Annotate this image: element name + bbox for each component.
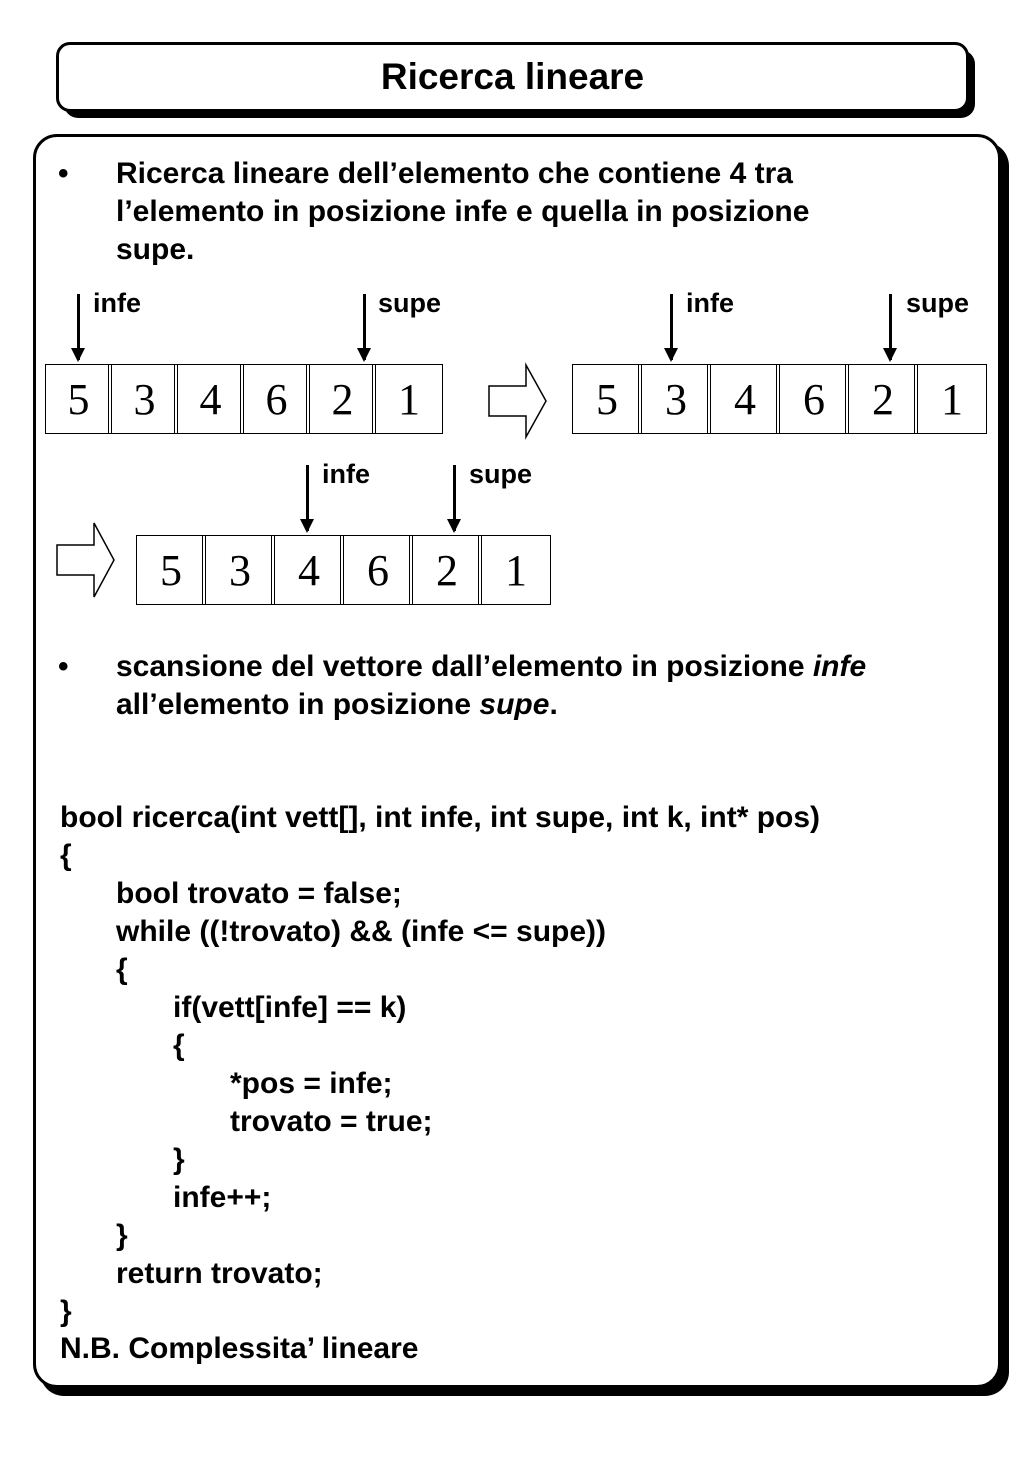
supe-italic: supe [479, 688, 550, 721]
infe-pointer-arrow [670, 294, 673, 360]
code-line: *pos = infe; [230, 1067, 393, 1100]
bullet-1-text [116, 155, 809, 269]
array-cell: 4 [275, 536, 344, 604]
supe-label: supe [378, 288, 442, 318]
array-cell: 6 [780, 365, 849, 433]
code-line: bool trovato = false; [116, 877, 402, 910]
complexity-note: N.B. Complessita’ lineare [60, 1332, 419, 1365]
array-cell: 3 [112, 365, 178, 433]
infe-label: infe [322, 459, 371, 489]
array-cell: 2 [849, 365, 918, 433]
next-step-arrow-icon [54, 520, 118, 600]
next-step-arrow-icon [486, 362, 550, 440]
array-cell: 2 [310, 365, 376, 433]
code-line: } [60, 1295, 72, 1328]
bullet-1-line: l’elemento in posizione infe e quella in posizione [116, 195, 810, 228]
array-cell: 1 [505, 545, 527, 595]
bullet-2-line [116, 648, 866, 686]
array-cell: 1 [941, 374, 963, 424]
infe-label: infe [686, 288, 735, 318]
code-line: infe++; [173, 1181, 272, 1214]
bullet-2-text-part: scansione del vettore dall’elemento in posizione [116, 650, 813, 683]
infe-italic: infe [812, 650, 867, 683]
infe-pointer-arrow [77, 294, 80, 360]
code-line: while ((!trovato) && (infe <= supe)) [116, 915, 607, 948]
array-cell: 3 [206, 536, 275, 604]
code-line: { [173, 1029, 185, 1062]
bullet-1-line: supe. [116, 233, 195, 266]
code-line: if(vett[infe] == k) [173, 991, 407, 1024]
title-box [56, 42, 969, 112]
array-cell: 1 [398, 374, 420, 424]
code-line: } [116, 1219, 128, 1252]
bullet-2-symbol: • [58, 650, 69, 683]
array-step-2 [572, 364, 987, 434]
array-step-3 [136, 535, 551, 605]
supe-label: supe [906, 288, 970, 318]
array-cell: 5 [46, 365, 112, 433]
bullet-1-symbol: • [58, 157, 69, 190]
bullet-2-text [116, 648, 866, 724]
array-cell: 2 [413, 536, 482, 604]
array-cell: 6 [344, 536, 413, 604]
code-line: return trovato; [116, 1257, 323, 1290]
array-cell: 5 [573, 365, 642, 433]
array-cell: 4 [711, 365, 780, 433]
code-line: trovato = true; [230, 1105, 433, 1138]
bullet-1-line: Ricerca lineare dell’elemento che contiene 4 tra [116, 157, 793, 190]
bullet-2-text-part: all’elemento in posizione [116, 688, 480, 721]
code-line: { [60, 839, 72, 872]
array-step-1 [45, 364, 443, 434]
array-cell: 3 [642, 365, 711, 433]
code-block [60, 761, 820, 1369]
supe-pointer-arrow [363, 294, 366, 360]
bullet-2-line [116, 686, 866, 724]
infe-label: infe [93, 288, 142, 318]
array-cell: 6 [244, 365, 310, 433]
supe-pointer-arrow [453, 465, 456, 531]
supe-label: supe [469, 459, 533, 489]
code-line: { [116, 953, 128, 986]
code-line: bool ricerca(int vett[], int infe, int supe, int k, int* pos) [60, 801, 821, 834]
page-title: Ricerca lineare [380, 56, 645, 97]
array-cell: 4 [178, 365, 244, 433]
supe-pointer-arrow [889, 294, 892, 360]
code-line: } [173, 1143, 185, 1176]
array-cell: 5 [137, 536, 206, 604]
infe-pointer-arrow [306, 465, 309, 531]
bullet-2-text-end: . [549, 688, 558, 721]
